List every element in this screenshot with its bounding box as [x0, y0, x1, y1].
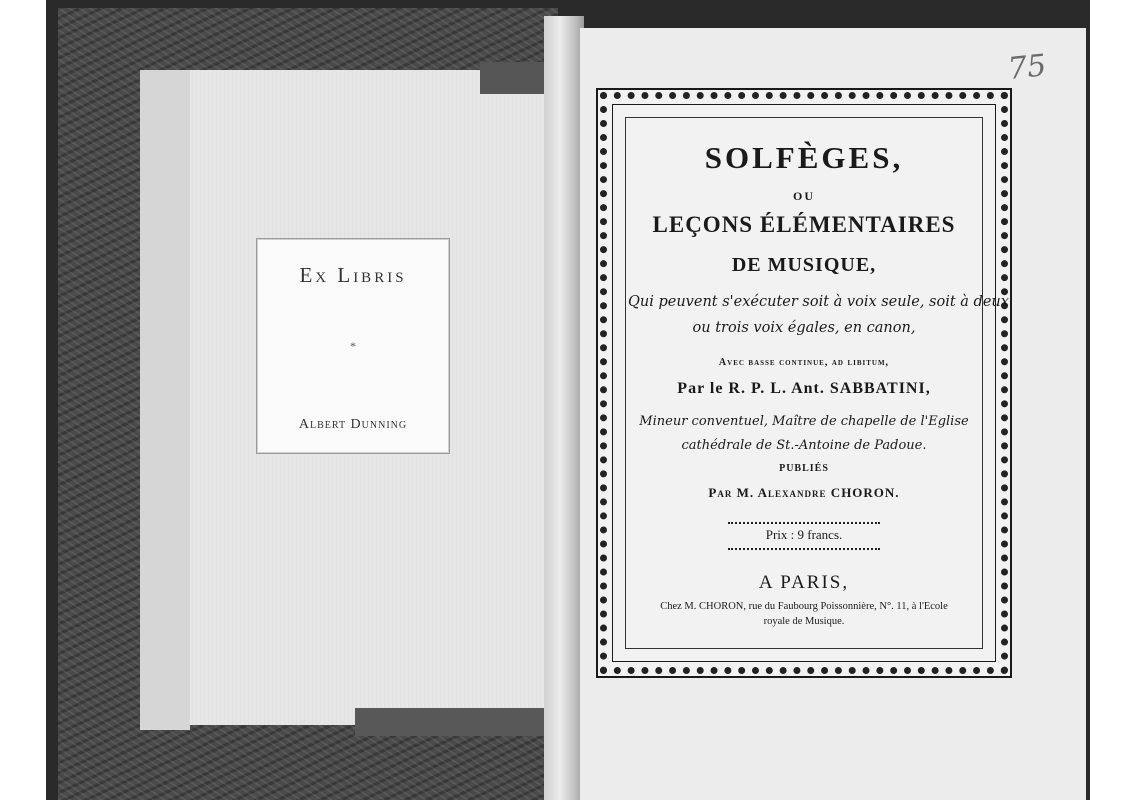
subtitle-line2: DE MUSIQUE, — [731, 254, 877, 276]
cover-patch — [480, 62, 550, 94]
ex-libris-bookplate — [256, 238, 450, 454]
main-title: SOLFÈGES, — [704, 140, 904, 175]
author-description: cathédrale de St.-Antoine de Padoue. — [681, 438, 927, 453]
book-gutter — [544, 16, 584, 800]
city-line: A PARIS, — [758, 572, 850, 593]
cover-patch — [355, 708, 555, 736]
imprint-line: royale de Musique. — [763, 616, 845, 627]
dotted-rule — [728, 548, 880, 550]
dotted-rule — [728, 522, 880, 524]
price-line: Prix : 9 francs. — [765, 527, 843, 542]
bookplate-owner: Albert Dunning — [298, 417, 408, 432]
imprint-line: Chez M. CHORON, rue du Faubourg Poissonnière, N°. 11, à l'Ecole — [660, 601, 948, 612]
publies-label: PUBLIÉS — [779, 463, 829, 474]
editor-line: Par M. Alexandre CHORON. — [708, 485, 900, 500]
description-line: Qui peuvent s'exécuter soit à voix seule, soit à deux — [628, 294, 1009, 310]
pastedown-strip — [140, 70, 190, 730]
basse-continue-line: Avec basse continue, ad libitum, — [718, 357, 890, 368]
bookplate-title: Ex Libris — [299, 263, 407, 287]
shelf-mark: 75 — [1006, 48, 1048, 87]
subtitle: LEÇONS ÉLÉMENTAIRES — [652, 212, 956, 237]
bookplate-ornament: * — [350, 339, 356, 353]
author-description: Mineur conventuel, Maître de chapelle de l'Eglise — [639, 414, 969, 429]
title-conjunction: OU — [793, 189, 815, 203]
description-line: ou trois voix égales, en canon, — [692, 320, 916, 336]
author-line: Par le R. P. L. Ant. SABBATINI, — [677, 380, 931, 397]
